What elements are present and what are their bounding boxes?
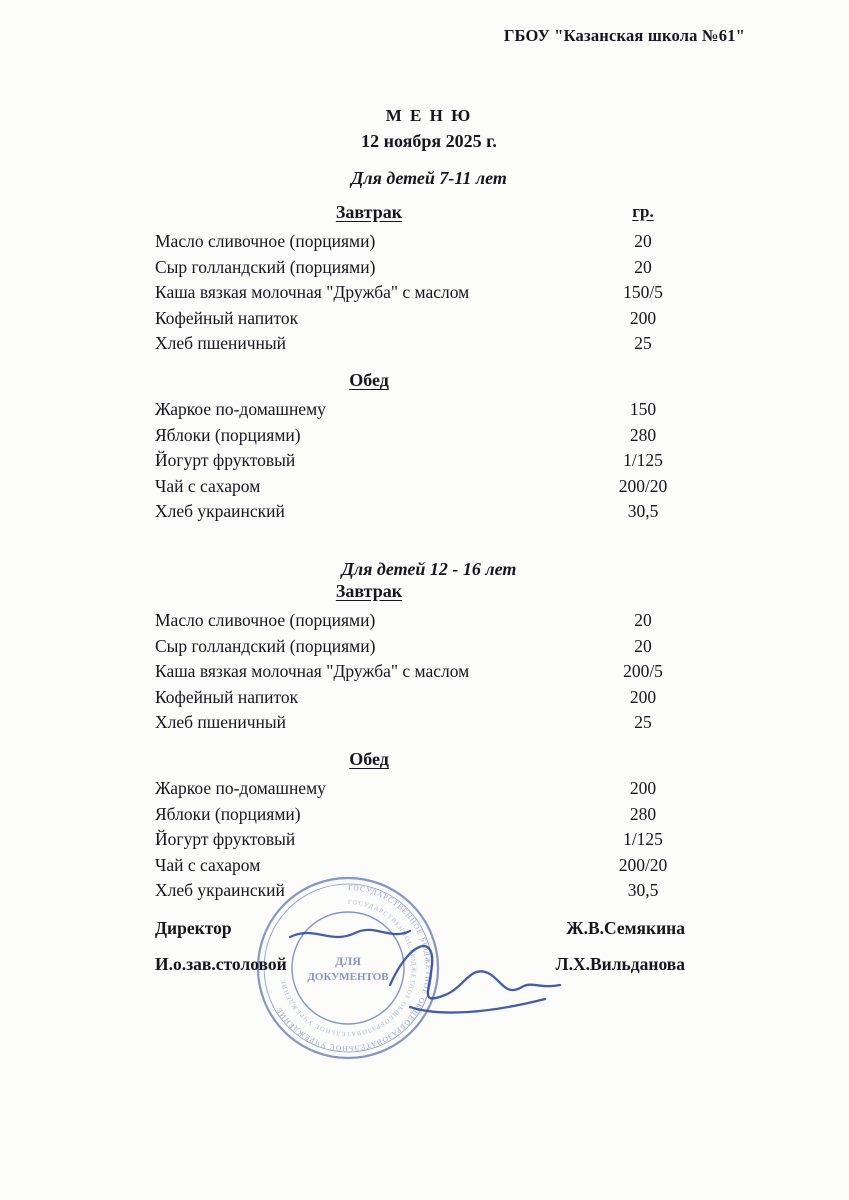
- dish-name: Йогурт фруктовый: [155, 829, 296, 850]
- grams-column-header: гр.: [632, 202, 654, 221]
- dish-amount: 200/20: [618, 854, 668, 875]
- dish-amount: 25: [634, 333, 652, 354]
- menu-row: [155, 423, 703, 449]
- menu-row: [155, 659, 703, 685]
- dish-name: Хлеб украинский: [155, 880, 285, 901]
- meal-header-lunch-1: [155, 370, 703, 391]
- menu-row: [155, 853, 703, 879]
- dish-amount: 20: [634, 635, 652, 656]
- signature-row: [155, 918, 685, 939]
- grams-column-header: [583, 370, 703, 391]
- dish-name: Жаркое по-домашнему: [155, 777, 326, 798]
- signer-name: Л.Х.Вильданова: [555, 954, 685, 974]
- title-block: [155, 106, 703, 152]
- meal-name: Завтрак: [335, 202, 403, 222]
- dish-name: Хлеб пшеничный: [155, 712, 287, 733]
- menu-row: [155, 499, 703, 525]
- dish-name: Каша вязкая молочная "Дружба" с маслом: [155, 661, 470, 682]
- stamp-ring-text: ГОСУДАРСТВЕННОЕ БЮДЖЕТНОЕ ОБЩЕОБРАЗОВАТЕЛЬНОЕ УЧРЕЖДЕНИЕ: [274, 882, 433, 1054]
- menu-row: [155, 608, 703, 634]
- dish-amount: 25: [634, 712, 652, 733]
- signer-name: Ж.В.Семякина: [566, 918, 685, 938]
- dish-name: Кофейный напиток: [155, 686, 299, 707]
- menu-row: [155, 878, 703, 904]
- menu-content: [155, 168, 703, 904]
- meal-header-lunch-2: [155, 749, 703, 770]
- meal-header-breakfast-1: [155, 202, 703, 223]
- menu-row: [155, 474, 703, 500]
- menu-row: [155, 448, 703, 474]
- dish-name: Каша вязкая молочная "Дружба" с маслом: [155, 282, 470, 303]
- dish-name: Хлеб пшеничный: [155, 333, 287, 354]
- dish-amount: 200/5: [623, 661, 663, 682]
- menu-row: [155, 802, 703, 828]
- organization-name: ГБОУ "Казанская школа №61": [503, 26, 745, 45]
- dish-amount: 20: [634, 609, 652, 630]
- dish-amount: 280: [629, 424, 657, 445]
- dish-amount: 200: [629, 686, 657, 707]
- dish-name: Яблоки (порциями): [155, 803, 301, 824]
- dish-name: Жаркое по-домашнему: [155, 398, 326, 419]
- dish-amount: 1/125: [623, 829, 663, 850]
- dish-name: Сыр голландский (порциями): [155, 635, 376, 656]
- menu-row: [155, 776, 703, 802]
- dish-amount: 200: [629, 307, 657, 328]
- zav-signature-tail: [410, 999, 545, 1013]
- stamp-center-line2: ДОКУМЕНТОВ: [307, 971, 389, 983]
- menu-row: [155, 255, 703, 281]
- grams-column-header: [583, 581, 703, 602]
- menu-row: [155, 710, 703, 736]
- menu-row: [155, 397, 703, 423]
- age-group-title-2: Для детей 12 - 16 лет: [341, 558, 517, 579]
- signer-role: Директор: [155, 918, 232, 938]
- signer-role: И.о.зав.столовой: [155, 954, 287, 974]
- document-title: М Е Н Ю: [385, 106, 473, 125]
- dish-name: Чай с сахаром: [155, 854, 261, 875]
- dish-name: Яблоки (порциями): [155, 424, 301, 445]
- menu-row: [155, 280, 703, 306]
- stamp-center-line1: ДЛЯ: [335, 954, 361, 968]
- dish-amount: 150/5: [623, 282, 663, 303]
- dish-name: Кофейный напиток: [155, 307, 299, 328]
- grams-column-header: [583, 749, 703, 770]
- menu-row: [155, 685, 703, 711]
- menu-row: [155, 331, 703, 357]
- dish-name: Чай с сахаром: [155, 475, 261, 496]
- age-group-title-1: Для детей 7-11 лет: [351, 168, 507, 188]
- dish-amount: 1/125: [623, 450, 663, 471]
- dish-name: Масло сливочное (порциями): [155, 231, 376, 251]
- dish-name: Йогурт фруктовый: [155, 450, 296, 471]
- signature-block: [155, 918, 685, 990]
- menu-row: [155, 229, 703, 255]
- signature-row: [155, 954, 685, 975]
- dish-name: Масло сливочное (порциями): [155, 609, 376, 630]
- stamp-ring-text-inner: ГОСУДАРСТВЕННОЕ БЮДЖЕТНОЕ ОБЩЕОБРАЗОВАТЕЛЬНОЕ УЧРЕЖДЕНИЕ: [279, 898, 418, 1038]
- menu-row: [155, 827, 703, 853]
- dish-amount: 200: [629, 777, 657, 798]
- dish-name: Сыр голландский (порциями): [155, 256, 376, 277]
- dish-amount: 30,5: [627, 880, 659, 901]
- dish-amount: 280: [629, 803, 657, 824]
- document-date: 12 ноября 2025 г.: [361, 131, 497, 151]
- dish-name: Хлеб украинский: [155, 501, 285, 522]
- dish-amount: 20: [634, 231, 652, 251]
- menu-row: [155, 634, 703, 660]
- dish-amount: 20: [634, 256, 652, 277]
- meal-name: Обед: [349, 748, 389, 769]
- dish-amount: 200/20: [618, 475, 668, 496]
- menu-row: [155, 306, 703, 332]
- meal-name: Завтрак: [335, 580, 403, 601]
- dish-amount: 150: [629, 398, 657, 419]
- meal-header-breakfast-2: [155, 581, 703, 602]
- meal-name: Обед: [349, 369, 389, 390]
- dish-amount: 30,5: [627, 501, 659, 522]
